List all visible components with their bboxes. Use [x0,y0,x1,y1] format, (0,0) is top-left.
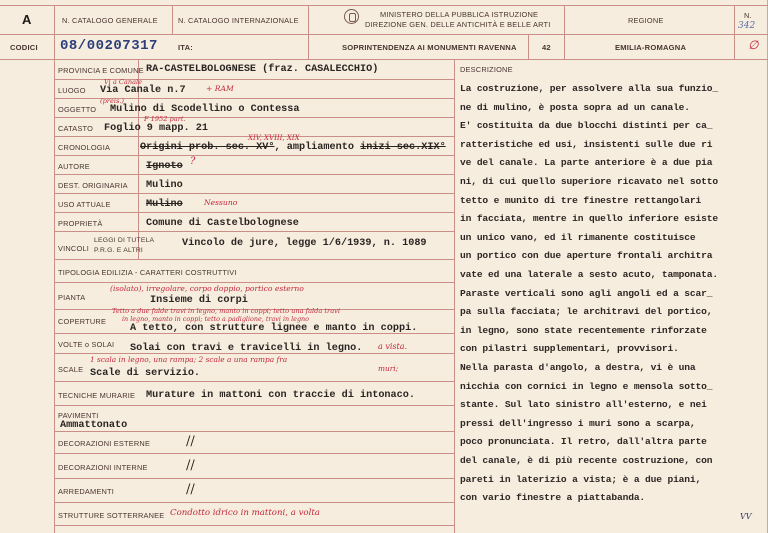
volte-value: Solai con travi e travicelli in legno. [130,343,363,354]
descrizione-line: nicchia con cornici in legno e mensola sotto_ [460,380,713,392]
proprieta-label: PROPRIETÀ [58,219,103,228]
descrizione-line: ratteristiche ed usi, insistenti sulle due ri [460,138,713,150]
descrizione-line: Paraste verticali sono agli angoli ed a scar_ [460,287,713,299]
decorazioni-interne-value: // [186,458,195,473]
descrizione-line: tetto e munito di tre finestre rettangolari [460,194,702,206]
row-divider [54,282,454,283]
cronologia-struck-2: inizi sec.XIX° [360,142,446,153]
oggetto-label: OGGETTO [58,105,97,114]
header-col-divider [308,5,309,59]
cronologia-struck-1: Origini prob. sec. XV° [140,142,275,153]
descrizione-line: un unico vano, ed il rimanente costituisce [460,231,696,243]
row-divider [54,212,454,213]
scale-value: Scale di servizio. [90,368,201,379]
catasto-value: Foglio 9 mapp. 21 [104,123,208,134]
luogo-value: Via Canale n.7 [100,85,186,96]
autore-hand-note: ? [190,156,196,167]
uso-attuale-value [146,199,183,210]
row-divider [54,405,454,406]
descrizione-line: in legno, sono state recentemente rinforzate [460,324,707,336]
coperture-label: COPERTURE [58,317,107,326]
codici-label: CODICI [10,43,38,52]
row-divider [54,502,454,503]
vincoli-sublabel-1: LEGGI DI TUTELA [94,237,155,244]
oggetto-value: Mulino di Scodellino o Contessa [110,104,300,115]
catasto-hand-note: F 1952 part. [144,115,186,123]
regione-value: EMILIA-ROMAGNA [615,43,687,52]
regione-label: REGIONE [628,16,664,25]
header-col-divider [54,5,55,59]
catasto-label: CATASTO [58,124,94,133]
n-value: 342 [738,21,756,31]
luogo-hand-ram: + RAM [206,84,234,93]
vincoli-label: VINCOLI [58,244,89,253]
row-divider [54,525,454,526]
pavimenti-value: Ammattonato [60,420,128,431]
decorazioni-esterne-label: DECORAZIONI ESTERNE [58,439,151,448]
uso-attuale-label: USO ATTUALE [58,200,111,209]
header-col-divider [528,34,529,59]
luogo-label: LUOGO [58,86,86,95]
uso-attuale-hand-note: Nessuno [204,198,238,207]
cronologia-rest: , ampliamento [274,142,354,153]
descrizione-line: Nella parasta d'angolo, a destra, vi è una [460,362,696,373]
codici-value: 08/00207317 [60,38,158,54]
header-col-divider [564,5,565,59]
row-divider [54,193,454,194]
pianta-hand-note: (isolato), irregolare, corpo doppio, portico esterno [110,284,304,293]
descrizione-line: pressi dell'ingresso i muri sono a scarpa, [460,417,696,429]
middle-column-border [454,59,455,533]
ministero-line1: MINISTERO DELLA PUBBLICA ISTRUZIONE [380,10,539,19]
provincia-value: RA-CASTELBOLOGNESE (fraz. CASALECCHIO) [146,64,379,75]
descrizione-line: vate ed una laterale a sesto acuto, tamponata. [460,269,718,280]
descrizione-line: in facciata, mentre in quello inferiore esiste [460,213,718,225]
descrizione-line: ne di mulino, è posta sopra ad un canale. [460,101,690,113]
decorazioni-interne-label: DECORAZIONI INTERNE [58,463,148,472]
row-divider [54,174,454,175]
descrizione-line: ni, di cui quello superiore ricavato nel sotto [460,176,718,187]
proprieta-value: Comune di Castelbolognese [146,218,299,229]
ministero-line2: DIREZIONE GEN. DELLE ANTICHITÀ E BELLE ARTI [365,20,551,29]
strutture-label: STRUTTURE SOTTERRANEE [58,511,165,520]
descrizione-line: con pilastri supplementari, provvisori. [460,343,679,355]
autore-struck: Ignoto [146,161,183,172]
dest-originaria-value: Mulino [146,180,183,191]
header-col-divider [734,5,735,59]
tecniche-value: Murature in mattoni con traccie di intonaco. [146,390,415,401]
pavimenti-label: PAVIMENTI [58,411,99,420]
left-column-border [54,59,55,533]
uso-attuale-struck: Mulino [146,199,183,210]
catalogo-generale-label: N. CATALOGO GENERALE [62,16,158,25]
dest-originaria-label: DEST. ORIGINARIA [58,181,128,190]
descrizione-line: del canale, è di più recente costruzione, con [460,455,713,466]
catalogo-internazionale-label: N. CATALOGO INTERNAZIONALE [178,16,299,25]
ministry-seal-icon [344,9,359,24]
descrizione-line: ve del canale. La parte anteriore è a due pia [460,157,713,169]
row-divider [54,259,454,260]
provincia-label: PROVINCIA E COMUNE [58,66,144,75]
pianta-label: PIANTA [58,293,86,302]
card-letter: A [22,12,32,27]
row-divider [54,453,454,454]
strutture-hand-note: Condotto idrico in mattoni, a volta [170,508,320,518]
descrizione-line: con vario finestre a piattabanda. [460,492,646,504]
n-label: N. [744,11,752,20]
row-divider [54,155,454,156]
descrizione-line: La costruzione, per assolvere alla sua funzio_ [460,83,718,94]
descrizione-line: un portico con due aperture frontali architra [460,250,713,262]
cronologia-label: CRONOLOGIA [58,143,111,152]
ita-label: ITA: [178,43,193,52]
vincoli-sublabel-2: P.R.G. E ALTRI [94,247,144,254]
coperture-value: A tetto, con strutture lignee e manto in coppi. [130,323,418,334]
descrizione-line: pa sulla facciata; le architravi del portico, [460,306,713,318]
coperture-hand-note-1: Tetto a due falde travi in legno, manto in coppi; tetto una falda travi [112,307,340,315]
arredamenti-label: ARREDAMENTI [58,487,114,496]
scale-hand-note-1: 1 scala in legno, una rampa; 2 scale a una rampa fra [90,355,288,364]
row-divider [54,117,454,118]
autore-label: AUTORE [58,162,90,171]
descrizione-line: stante. Sul lato sinistro all'esterno, e nei [460,399,707,411]
descrizione-line: pareti in laterizio a vista; è a due piani, [460,473,702,485]
row-divider [54,231,454,232]
cronologia-value [140,142,446,153]
coperture-hand-note-2: in legno, manto in coppi; tetto a padiglione, travi in legno [122,315,310,323]
oggetto-hand-note: (preis.) [100,97,125,105]
autore-value [146,161,183,172]
luogo-hand-note: Vi a Canale [104,78,143,86]
descrizione-line: poco pronunciata. Il retro, dall'altra parte [460,436,707,448]
tecniche-label: TECNICHE MURARIE [58,391,136,400]
slash-mark: ∅ [748,38,759,52]
header-bottom-divider [0,59,768,60]
header-divider [0,34,768,35]
pianta-value: Insieme di corpi [150,295,248,306]
row-divider [54,381,454,382]
scale-label: SCALE [58,365,84,374]
scale-hand-note-2: muri; [378,364,399,373]
decorazioni-esterne-value: // [186,434,195,449]
volte-label: VOLTE o SOLAI [58,340,115,349]
initials: VV [740,512,752,521]
volte-hand-note: a vista. [378,342,408,351]
cronologia-hand-note: XIV, XVIII, XIX [248,134,300,142]
soprintendenza: SOPRINTENDENZA AI MONUMENTI RAVENNA [342,43,517,52]
header-col-divider [172,5,173,34]
descrizione-line: E' costituita da due blocchi distinti per ca_ [460,120,713,132]
tipologia-label: TIPOLOGIA EDILIZIA - CARATTERI COSTRUTTIVI [58,268,237,277]
soprintendenza-num: 42 [542,43,551,52]
header-top-border [0,5,768,6]
row-divider [54,478,454,479]
row-divider [54,431,454,432]
descrizione-label: DESCRIZIONE [460,65,513,74]
vincoli-value: Vincolo de jure, legge 1/6/1939, n. 1089 [182,238,427,249]
arredamenti-value: // [186,482,195,497]
